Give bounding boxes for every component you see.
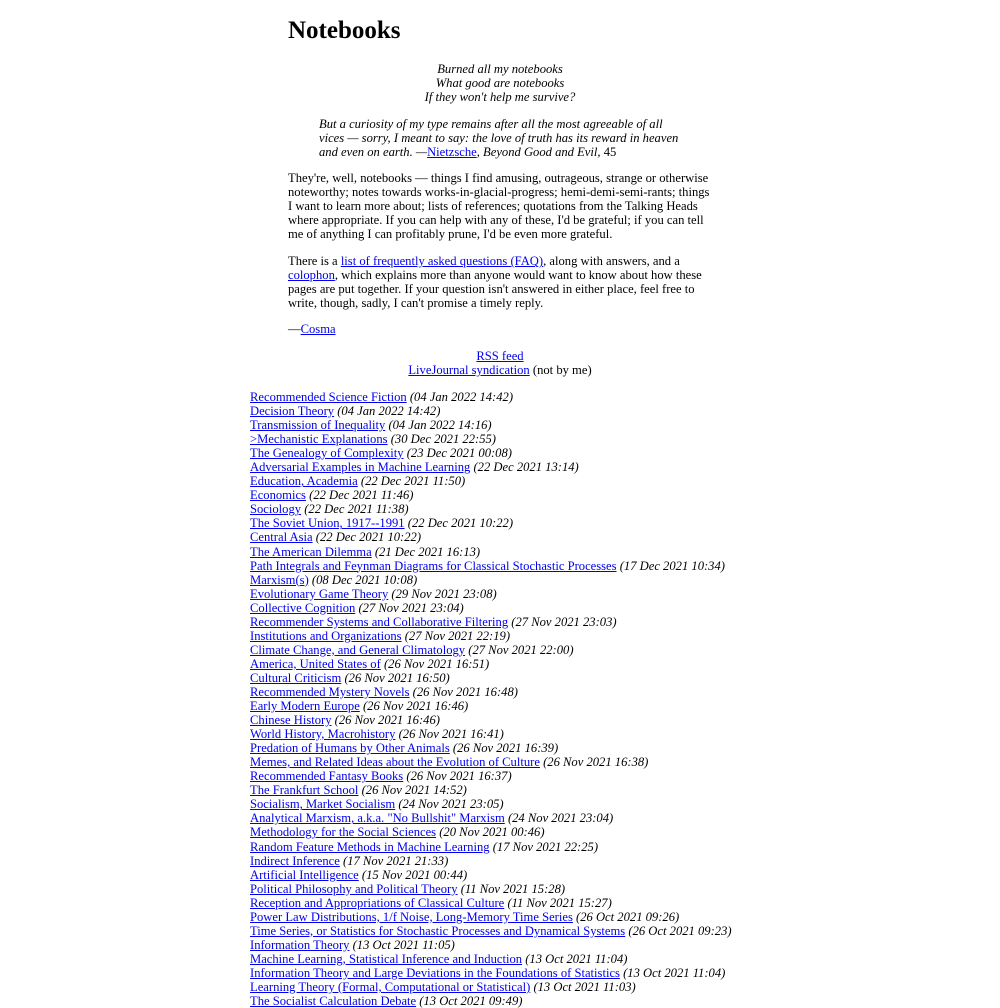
quote-text: But a curiosity of my type remains after all the most agreeable of all vices — sorry, I meant to say: the love of truth has its reward in heaven and even on earth. — xyxy=(319,117,679,159)
notebook-date: (13 Oct 2021 11:04) xyxy=(623,965,726,980)
list-item xyxy=(250,938,770,952)
quote-sep: , xyxy=(476,145,484,159)
notebook-date: (27 Nov 2021 23:04) xyxy=(358,600,464,615)
list-item xyxy=(250,952,770,966)
quote-work: Beyond Good and Evil, xyxy=(483,145,601,159)
notebook-link[interactable]: Cultural Criticism xyxy=(250,670,342,685)
notebook-link[interactable]: Institutions and Organizations xyxy=(250,628,402,643)
notebook-link[interactable]: Evolutionary Game Theory xyxy=(250,586,389,601)
list-item xyxy=(250,868,770,882)
notebook-link[interactable]: Information Theory and Large Deviations in the Foundations of Statistics xyxy=(250,965,620,980)
notebook-date: (04 Jan 2022 14:16) xyxy=(388,418,492,433)
notebook-date: (27 Nov 2021 22:00) xyxy=(468,642,574,657)
list-item xyxy=(250,671,770,685)
notebook-link[interactable]: Recommended Science Fiction xyxy=(250,390,407,404)
notebook-link[interactable]: Climate Change, and General Climatology xyxy=(250,642,466,657)
notebook-link[interactable]: Education, Academia xyxy=(250,474,358,489)
notebook-list xyxy=(250,390,770,1008)
epigraph-poem xyxy=(288,62,712,104)
notebook-link[interactable]: The Soviet Union, 1917--1991 xyxy=(250,516,405,531)
notebook-link[interactable]: Artificial Intelligence xyxy=(250,867,359,882)
feed-links xyxy=(288,349,712,377)
notebook-date: (24 Nov 2021 23:05) xyxy=(398,797,504,812)
notebook-link[interactable]: Central Asia xyxy=(250,530,313,545)
nietzsche-link[interactable]: Nietzsche xyxy=(427,145,477,159)
notebook-date: (26 Nov 2021 16:46) xyxy=(334,713,440,728)
rss-feed-link[interactable]: RSS feed xyxy=(476,349,524,363)
quote-section: 45 xyxy=(600,145,617,159)
notebook-date: (26 Oct 2021 09:23) xyxy=(628,923,732,938)
list-item xyxy=(250,769,770,783)
notebook-link[interactable]: Political Philosophy and Political Theory xyxy=(250,881,458,896)
notebook-link[interactable]: The Genealogy of Complexity xyxy=(250,446,404,461)
list-item xyxy=(250,390,770,404)
list-item xyxy=(250,629,770,643)
list-item xyxy=(250,797,770,811)
notebook-date: (04 Jan 2022 14:42) xyxy=(337,404,441,419)
faq-pre: There is a xyxy=(288,254,341,268)
faq-mid: , along with answers, and a xyxy=(543,254,680,268)
list-item xyxy=(250,432,770,446)
notebook-date: (13 Oct 2021 11:04) xyxy=(525,951,628,966)
list-item xyxy=(250,559,770,573)
notebook-link[interactable]: Memes, and Related Ideas about the Evolution of Culture xyxy=(250,755,540,770)
list-item xyxy=(250,657,770,671)
notebook-link[interactable]: Recommended Mystery Novels xyxy=(250,684,410,699)
list-item xyxy=(250,530,770,544)
livejournal-note: (not by me) xyxy=(529,363,592,377)
signature-dash: — xyxy=(288,322,301,336)
notebook-date: (26 Nov 2021 16:41) xyxy=(398,727,504,742)
notebook-date: (22 Dec 2021 11:50) xyxy=(360,474,466,489)
notebook-date: (22 Dec 2021 10:22) xyxy=(407,516,514,531)
notebook-date: (22 Dec 2021 11:38) xyxy=(304,502,409,517)
notebook-date: (21 Dec 2021 16:13) xyxy=(374,544,481,559)
list-item xyxy=(250,601,770,615)
notebook-link[interactable]: Random Feature Methods in Machine Learning xyxy=(250,839,490,854)
notebook-link[interactable]: Reception and Appropriations of Classical Culture xyxy=(250,895,505,910)
notebook-date: (30 Dec 2021 22:55) xyxy=(390,432,496,447)
notebook-date: (08 Dec 2021 10:08) xyxy=(311,572,418,587)
notebook-link[interactable]: Decision Theory xyxy=(250,404,335,419)
list-item xyxy=(250,615,770,629)
poem-line: If they won't help me survive? xyxy=(424,90,576,104)
notebook-link[interactable]: Indirect Inference xyxy=(250,853,340,868)
list-item xyxy=(250,488,770,502)
faq-post: , which explains more than anyone would want to know about how these pages are put together. If your question isn't answered in either place, feel free to write, though, sadly, I can't promise a timely reply. xyxy=(288,268,702,310)
notebook-link[interactable]: Learning Theory (Formal, Computational or Statistical) xyxy=(250,979,531,994)
notebook-link[interactable]: Chinese History xyxy=(250,713,332,728)
poem-line: Burned all my notebooks xyxy=(437,62,563,76)
list-item xyxy=(250,896,770,910)
notebook-date: (17 Nov 2021 21:33) xyxy=(343,853,449,868)
epigraph-quote xyxy=(319,117,689,159)
notebook-link[interactable]: The Frankfurt School xyxy=(250,783,359,798)
notebook-date: (23 Dec 2021 00:08) xyxy=(406,446,512,461)
notebook-link[interactable]: The American Dilemma xyxy=(250,544,372,559)
signature xyxy=(288,322,712,336)
notebook-date: (26 Nov 2021 14:52) xyxy=(361,783,467,798)
notebook-date: (11 Nov 2021 15:27) xyxy=(507,895,612,910)
notebook-date: (13 Oct 2021 09:49) xyxy=(419,994,523,1008)
notebook-date: (22 Dec 2021 10:22) xyxy=(315,530,422,545)
list-item xyxy=(250,545,770,559)
notebook-link[interactable]: Recommender Systems and Collaborative Filtering xyxy=(250,614,509,629)
notebook-link[interactable]: Socialism, Market Socialism xyxy=(250,797,396,812)
list-item xyxy=(250,699,770,713)
list-item xyxy=(250,460,770,474)
list-item xyxy=(250,418,770,432)
cosma-link[interactable]: Cosma xyxy=(300,322,336,336)
notebook-date: (26 Oct 2021 09:26) xyxy=(576,909,680,924)
notebook-link[interactable]: World History, Macrohistory xyxy=(250,727,396,742)
list-item xyxy=(250,994,770,1008)
notebook-link[interactable]: Information Theory xyxy=(250,937,350,952)
list-item xyxy=(250,783,770,797)
intro-paragraph: They're, well, notebooks — things I find amusing, outrageous, strange or otherwise noteworthy; notes towards works-in-glacial-progress; hemi-demi-semi-rants; things I want to learn more about; lists of references; quotations from the Talking Heads where appropriate. If you can help with any of these, I'd be grateful; if you can tell me of anything I can profitably prune, I'd be even more grateful. xyxy=(288,171,710,241)
notebook-date: (26 Nov 2021 16:51) xyxy=(383,656,490,671)
list-item xyxy=(250,587,770,601)
notebook-date: (26 Nov 2021 16:48) xyxy=(412,684,518,699)
list-item xyxy=(250,446,770,460)
list-item xyxy=(250,713,770,727)
list-item xyxy=(250,685,770,699)
notebook-date: (29 Nov 2021 23:08) xyxy=(391,586,497,601)
notebook-date: (26 Nov 2021 16:46) xyxy=(362,699,469,714)
notebook-link[interactable]: Path Integrals and Feynman Diagrams for Classical Stochastic Processes xyxy=(250,558,617,573)
notebook-date: (11 Nov 2021 15:28) xyxy=(460,881,566,896)
notebook-link[interactable]: Power Law Distributions, 1/f Noise, Long-Memory Time Series xyxy=(250,909,573,924)
notebook-date: (20 Nov 2021 00:46) xyxy=(439,825,545,840)
notebook-date: (26 Nov 2021 16:50) xyxy=(344,670,450,685)
notebook-link[interactable]: Sociology xyxy=(250,502,302,517)
list-item xyxy=(250,573,770,587)
notebook-link[interactable]: Predation of Humans by Other Animals xyxy=(250,741,450,756)
list-item xyxy=(250,910,770,924)
poem-line: What good are notebooks xyxy=(435,76,565,90)
list-item xyxy=(250,882,770,896)
notebook-link[interactable]: Time Series, or Statistics for Stochastic Processes and Dynamical Systems xyxy=(250,923,626,938)
notebook-date: (27 Nov 2021 22:19) xyxy=(404,628,511,643)
notebook-date: (27 Nov 2021 23:03) xyxy=(511,614,617,629)
list-item xyxy=(250,825,770,839)
list-item xyxy=(250,966,770,980)
notebook-link[interactable]: Collective Cognition xyxy=(250,600,356,615)
notebook-date: (17 Nov 2021 22:25) xyxy=(492,839,599,854)
notebook-date: (13 Oct 2021 11:05) xyxy=(352,937,455,952)
list-item xyxy=(250,755,770,769)
notebook-link[interactable]: The Socialist Calculation Debate xyxy=(250,994,417,1008)
notebook-link[interactable]: >Mechanistic Explanations xyxy=(250,432,388,447)
faq-paragraph xyxy=(288,254,712,310)
notebook-link[interactable]: Methodology for the Social Sciences xyxy=(250,825,437,840)
notebook-date: (22 Dec 2021 11:46) xyxy=(309,488,414,503)
list-item xyxy=(250,474,770,488)
list-item xyxy=(250,643,770,657)
list-item xyxy=(250,516,770,530)
notebook-date: (13 Oct 2021 11:03) xyxy=(533,979,636,994)
list-item xyxy=(250,727,770,741)
notebook-date: (15 Nov 2021 00:44) xyxy=(361,867,468,882)
notebook-link[interactable]: Transmission of Inequality xyxy=(250,418,386,433)
notebook-link[interactable]: Marxism(s) xyxy=(250,572,309,587)
notebook-date: (17 Dec 2021 10:34) xyxy=(619,558,725,573)
notebook-link[interactable]: Recommended Fantasy Books xyxy=(250,769,404,784)
livejournal-link[interactable]: LiveJournal syndication xyxy=(408,363,530,377)
notebook-date: (26 Nov 2021 16:38) xyxy=(543,755,649,770)
list-item xyxy=(250,854,770,868)
list-item xyxy=(250,502,770,516)
page-title: Notebooks xyxy=(288,17,401,44)
notebook-date: (24 Nov 2021 23:04) xyxy=(507,811,614,826)
list-item xyxy=(250,741,770,755)
notebook-link[interactable]: Early Modern Europe xyxy=(250,699,360,714)
faq-link[interactable]: list of frequently asked questions (FAQ) xyxy=(340,254,544,268)
colophon-link[interactable]: colophon xyxy=(288,268,335,282)
notebook-date: (26 Nov 2021 16:39) xyxy=(452,741,559,756)
notebook-link[interactable]: Analytical Marxism, a.k.a. "No Bullshit" Marxism xyxy=(250,811,505,826)
list-item xyxy=(250,404,770,418)
list-item xyxy=(250,924,770,938)
notebook-link[interactable]: Adversarial Examples in Machine Learning xyxy=(250,460,471,475)
notebook-date: (22 Dec 2021 13:14) xyxy=(473,460,579,475)
notebook-link[interactable]: Machine Learning, Statistical Inference and Induction xyxy=(250,951,523,966)
list-item xyxy=(250,840,770,854)
list-item xyxy=(250,811,770,825)
notebook-date: (04 Jan 2022 14:42) xyxy=(409,390,514,404)
notebook-link[interactable]: America, United States of xyxy=(250,656,381,671)
notebook-date: (26 Nov 2021 16:37) xyxy=(406,769,512,784)
list-item xyxy=(250,980,770,994)
notebook-link[interactable]: Economics xyxy=(250,488,306,503)
